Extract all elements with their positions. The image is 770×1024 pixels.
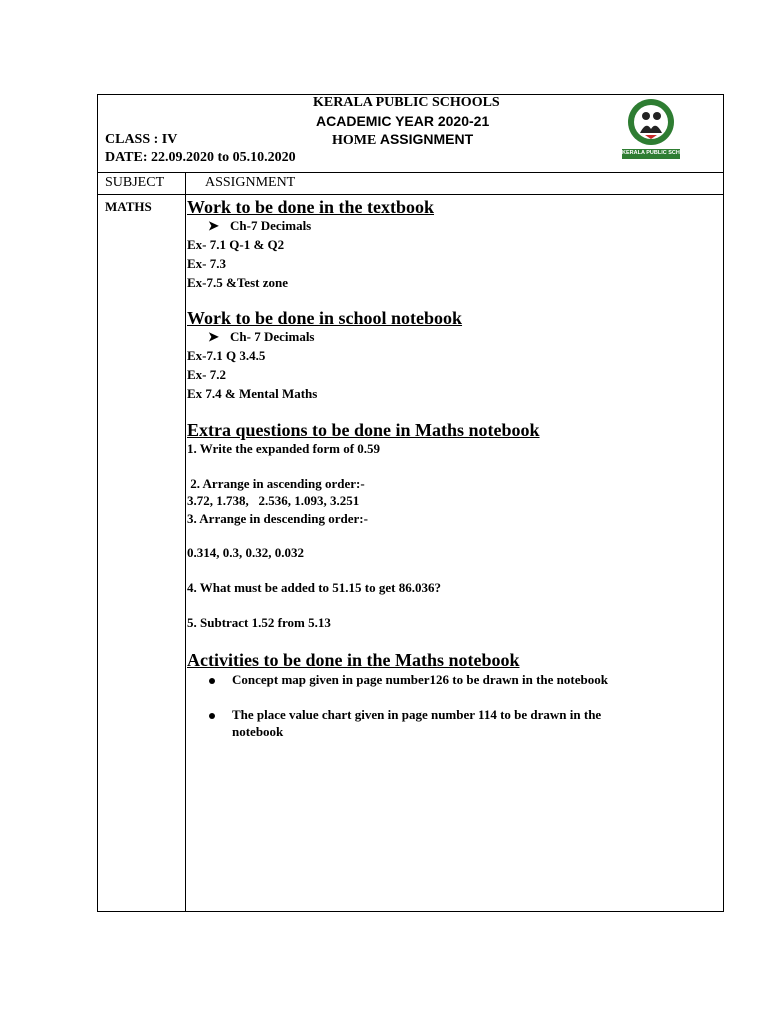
question-2: 2. Arrange in ascending order:- <box>187 476 365 491</box>
notebook-chapter-label: Ch- 7 Decimals <box>230 329 315 344</box>
school-name: KERALA PUBLIC SCHOOLS <box>313 95 500 110</box>
subject-cell: MATHS <box>105 199 152 214</box>
textbook-line: Ex- 7.3 <box>187 256 226 271</box>
question-4: 4. What must be added to 51.15 to get 86.036? <box>187 580 441 595</box>
date-range: DATE: 22.09.2020 to 05.10.2020 <box>105 150 296 165</box>
question-5: 5. Subtract 1.52 from 5.13 <box>187 615 331 630</box>
question-1: 1. Write the expanded form of 0.59 <box>187 441 381 456</box>
activity-item: Concept map given in page number126 to be drawn in the notebook <box>232 672 608 687</box>
assignment-title-home: HOME <box>332 133 377 148</box>
question-3-values: 0.314, 0.3, 0.32, 0.032 <box>187 545 304 560</box>
column-header-subject: SUBJECT <box>105 175 165 190</box>
bullet-icon <box>209 713 215 719</box>
textbook-line: Ex-7.5 &Test zone <box>187 275 288 290</box>
academic-year: ACADEMIC YEAR 2020-21 <box>316 113 490 129</box>
table-header-border <box>98 194 723 195</box>
textbook-heading: Work to be done in the textbook <box>187 197 435 217</box>
class-label: CLASS : IV <box>105 132 178 147</box>
notebook-chapter <box>208 329 315 345</box>
textbook-chapter <box>208 218 311 234</box>
activity-item: The place value chart given in page number 114 to be drawn in the <box>232 707 602 722</box>
notebook-line: Ex 7.4 & Mental Maths <box>187 386 318 401</box>
table-column-divider <box>185 172 186 911</box>
notebook-line: Ex-7.1 Q 3.4.5 <box>187 348 266 363</box>
arrow-bullet-icon: ➤ <box>208 218 219 233</box>
question-2-values: 3.72, 1.738, 2.536, 1.093, 3.251 <box>187 493 360 508</box>
activities-heading: Activities to be done in the Maths notebook <box>187 650 520 670</box>
extra-questions-heading: Extra questions to be done in Maths notebook <box>187 420 540 440</box>
logo-caption: KERALA PUBLIC SCHOOLS <box>622 150 696 156</box>
notebook-line: Ex- 7.2 <box>187 367 226 382</box>
activity-item-continued: notebook <box>232 724 284 739</box>
table-top-border <box>98 172 723 173</box>
school-logo <box>620 97 696 163</box>
question-3: 3. Arrange in descending order:- <box>187 511 368 526</box>
assignment-title-assignment: ASSIGNMENT <box>379 131 474 147</box>
column-header-assignment: ASSIGNMENT <box>205 175 296 190</box>
textbook-chapter-label: Ch-7 Decimals <box>230 218 312 233</box>
bullet-icon <box>209 678 215 684</box>
assignment-sheet <box>97 94 724 912</box>
notebook-heading: Work to be done in school notebook <box>187 308 463 328</box>
assignment-title <box>332 131 473 149</box>
textbook-line: Ex- 7.1 Q-1 & Q2 <box>187 237 285 252</box>
arrow-bullet-icon: ➤ <box>208 329 219 344</box>
